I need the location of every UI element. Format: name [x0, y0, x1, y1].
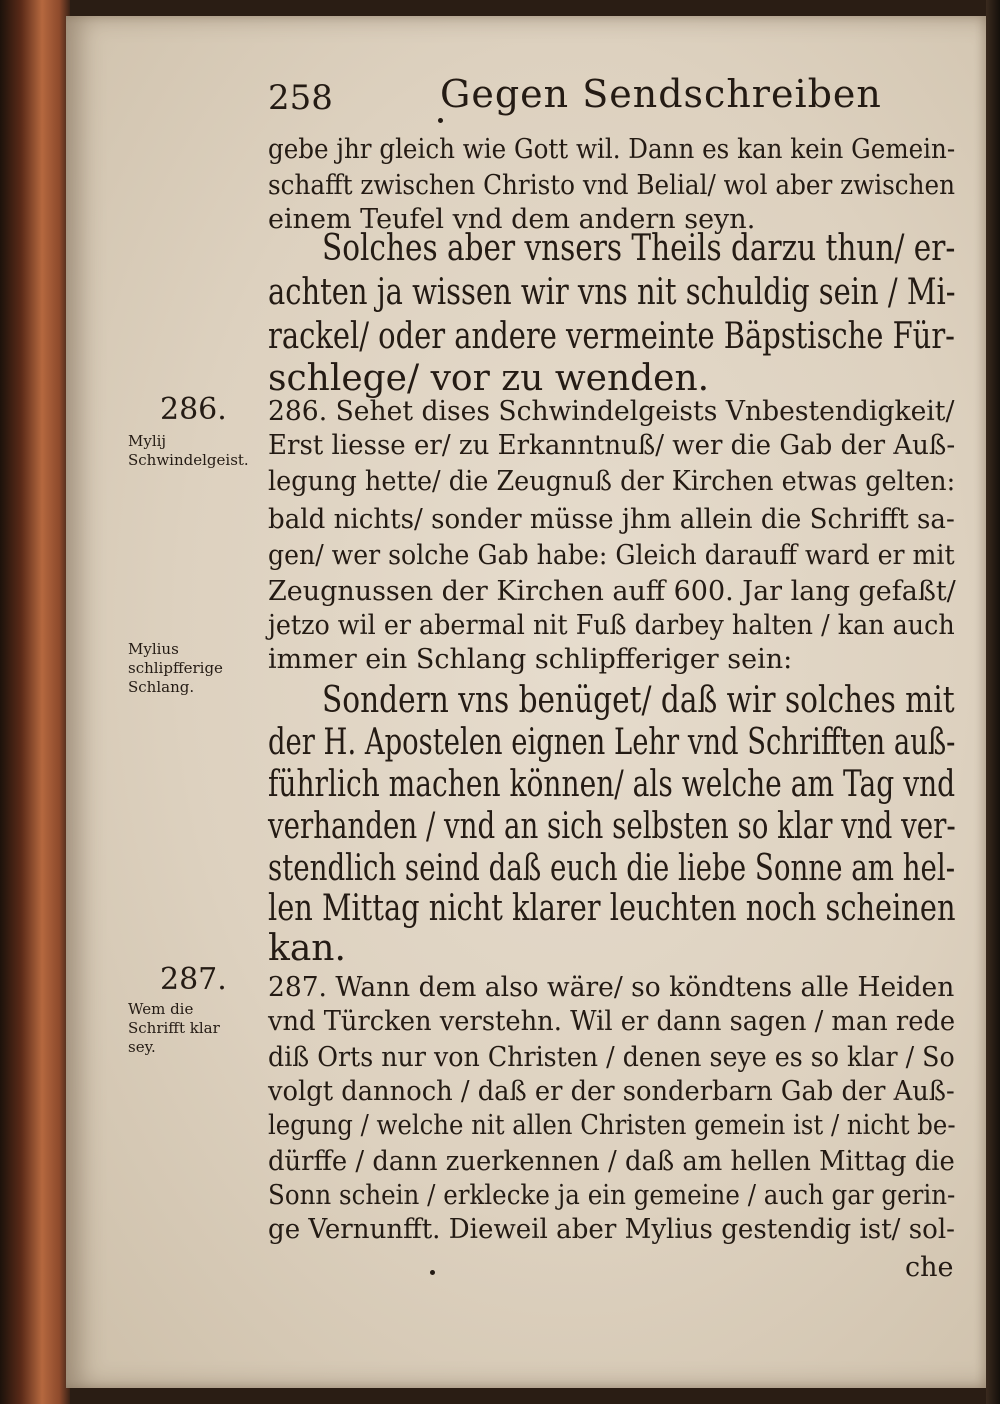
text-line: 286. Sehet dises Schwindelgeists Vnbestendigkeit/ [268, 396, 955, 427]
text-line: Solches aber vnsers Theils darzu thun/ er- [322, 228, 956, 269]
text-line: stendlich seind daß euch die liebe Sonne am hel- [268, 848, 956, 889]
book-spine [0, 0, 70, 1404]
text-line: Sonn schein / erklecke ja ein gemeine / auch gar gerin- [268, 1180, 956, 1211]
text-line: gen/ wer solche Gab habe: Gleich darauff ward er mit [268, 540, 955, 571]
page-edge-shadow [986, 0, 1000, 1404]
text-line: schlege/ vor zu wenden. [268, 358, 710, 399]
text-line: bald nichts/ sonder müsse jhm allein die Schrifft sa- [268, 504, 955, 535]
ink-dot [438, 118, 443, 123]
ink-dot [430, 1270, 435, 1275]
margin-number: 287. [160, 962, 227, 997]
text-line: rackel/ oder andere vermeinte Bäpstische Für- [268, 316, 955, 357]
running-title: Gegen Sendschreiben [440, 72, 882, 116]
page-number: 258 [268, 78, 333, 118]
text-line: len Mittag nicht klarer leuchten noch scheinen [268, 888, 956, 929]
text-line: jetzo wil er abermal nit Fuß darbey halten / kan auch [268, 610, 955, 641]
text-line: kan. [268, 928, 346, 969]
text-line: schafft zwischen Christo vnd Belial/ wol aber zwischen [268, 170, 956, 201]
text-line: führlich machen können/ als welche am Tag vnd [268, 764, 956, 805]
text-line: der H. Apostelen eignen Lehr vnd Schrifften auß- [268, 722, 956, 763]
text-line: achten ja wissen wir vns nit schuldig sein / Mi- [268, 272, 956, 313]
text-line: 287. Wann dem also wäre/ so köndtens alle Heiden [268, 972, 955, 1003]
text-line: Zeugnussen der Kirchen auff 600. Jar lang gefaßt/ [268, 576, 956, 607]
text-line: dürffe / dann zuerkennen / daß am hellen Mittag die [268, 1146, 955, 1177]
text-line: immer ein Schlang schlipfferiger sein: [268, 644, 793, 675]
margin-number: 286. [160, 392, 227, 427]
margin-note: Wem die Schrifft klar sey. [128, 1000, 220, 1056]
text-line: legung hette/ die Zeugnuß der Kirchen etwas gelten: [268, 466, 956, 497]
text-line: vnd Türcken verstehn. Wil er dann sagen / man rede [268, 1006, 956, 1037]
margin-note: Mylius schlipfferige Schlang. [128, 640, 223, 696]
text-line: legung / welche nit allen Christen gemein ist / nicht be- [268, 1110, 956, 1141]
text-line: Sondern vns benüget/ daß wir solches mit [322, 680, 955, 721]
text-line: volgt dannoch / daß er der sonderbarn Gab der Auß- [268, 1076, 955, 1107]
text-line: gebe jhr gleich wie Gott wil. Dann es kan kein Gemein- [268, 134, 956, 165]
text-line: verhanden / vnd an sich selbsten so klar vnd ver- [268, 806, 956, 847]
text-line: ge Vernunfft. Dieweil aber Mylius gestendig ist/ sol- [268, 1214, 956, 1245]
margin-note: Mylij Schwindelgeist. [128, 432, 249, 469]
catchword: che [905, 1252, 954, 1283]
text-line: Erst liesse er/ zu Erkanntnuß/ wer die Gab der Auß- [268, 430, 956, 461]
text-line: einem Teufel vnd dem andern seyn. [268, 204, 756, 235]
text-line: diß Orts nur von Christen / denen seye es so klar / So [268, 1042, 955, 1073]
